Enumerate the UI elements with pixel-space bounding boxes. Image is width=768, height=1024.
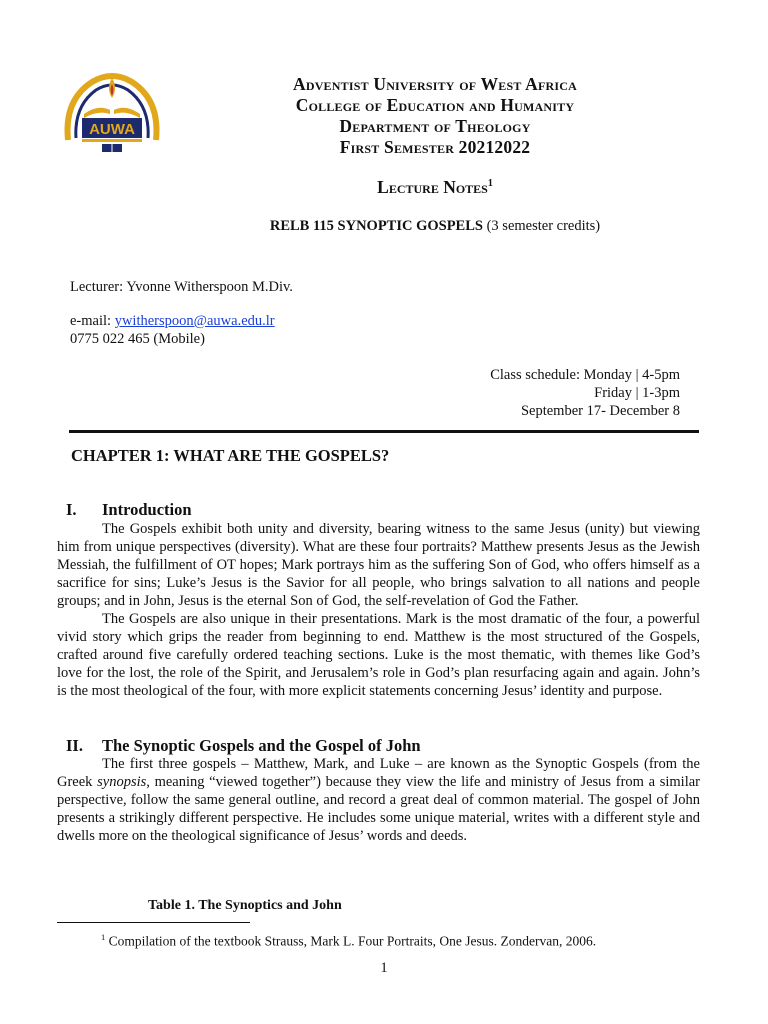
lecture-notes-title: [200, 177, 670, 198]
department-name: Department of Theology: [339, 116, 531, 136]
paragraph: [57, 755, 700, 845]
page-number: 1: [380, 960, 388, 976]
paragraph: The Gospels exhibit both unity and diversity, bearing witness to the same Jesus (unity) but viewing him from unique perspectives (diversity). What are these four portraits? Matthew presents Jesus as the Jewish Messiah, the fulfillment of OT hopes; Mark portrays him as the suffering Son of God, who offers himself as a sacrifice for sins; Luke’s Jesus is the Savior for all people, who brings salvation to all nations and people groups; and in John, Jesus is the eternal Son of God, the self-revelation of God the Father.: [57, 521, 700, 609]
logo-text: AUWA: [89, 121, 135, 138]
footnote-ref: 1: [487, 178, 493, 190]
table-caption: Table 1. The Synoptics and John: [148, 898, 342, 913]
lecturer: Lecturer: Yvonne Witherspoon M.Div.: [70, 279, 293, 295]
semester: First Semester 20212022: [339, 137, 531, 157]
footnote-mark: 1: [101, 932, 106, 942]
university-name: Adventist University of West Africa: [292, 74, 577, 94]
section-title: Introduction: [102, 500, 192, 519]
paragraph-italic: synopsis: [97, 774, 147, 790]
section-number: II.: [66, 736, 83, 755]
section-number: I.: [66, 500, 77, 519]
schedule-line: September 17- December 8: [520, 403, 680, 419]
footnote: [101, 929, 596, 950]
paragraph-text: , meaning “viewed together”) because they view the life and ministry of Jesus from a similar perspective, follow the same general outline, and record a great deal of common material. The gospel of John presents a strikingly different perspective. He includes some unique material, writes with a different style and dwells more on the theological significance of Jesus’ words and deeds.: [57, 774, 701, 844]
course-credits: (3 semester credits): [482, 218, 601, 234]
footnote-text: Compilation of the textbook Strauss, Mark L. Four Portraits, One Jesus. Zondervan, 2006.: [105, 933, 597, 949]
course-title: [150, 218, 720, 235]
schedule-line: Class schedule: Monday | 4-5pm: [490, 367, 680, 383]
paragraph-text: The first three gospels – Matthew, Mark, and Luke – are known as the Synoptic Gospels (from the Greek: [57, 756, 700, 790]
auwa-logo: [62, 70, 162, 156]
introduction-body: [57, 520, 700, 700]
college-name: College of Education and Humanity: [295, 95, 575, 115]
paragraph: The Gospels are also unique in their presentations. Mark is the most dramatic of the four, a powerful vivid story which grips the reader from beginning to end. Matthew is the most structured of the Gospels, crafted around five carefully ordered teaching sections. Luke is the most thematic, with themes like God’s love for the lost, the role of the Spirit, and Jerusalem’s role in God’s plan resurfacing again and again. John’s is the most theological of the four, with more explicit statements concerning Jesus’ identity and purpose.: [57, 611, 700, 699]
section-title: The Synoptic Gospels and the Gospel of John: [102, 736, 421, 755]
class-schedule: [490, 366, 680, 420]
schedule-line: Friday | 1-3pm: [594, 385, 680, 401]
email-label: e-mail:: [70, 313, 115, 329]
synoptics-body: [57, 755, 700, 845]
section-heading-introduction: [66, 500, 192, 520]
email-link[interactable]: ywitherspoon@auwa.edu.lr: [114, 313, 275, 329]
horizontal-rule: [69, 430, 699, 433]
institution-header: [200, 74, 670, 158]
phone: 0775 022 465 (Mobile): [70, 331, 205, 347]
contact-block: [70, 312, 275, 348]
course-code-title: RELB 115 SYNOPTIC GOSPELS: [269, 218, 483, 234]
lecture-notes-text: Lecture Notes: [377, 177, 488, 197]
footnote-divider: [57, 922, 250, 923]
chapter-heading: CHAPTER 1: WHAT ARE THE GOSPELS?: [71, 446, 390, 465]
section-heading-synoptics: [66, 736, 421, 756]
